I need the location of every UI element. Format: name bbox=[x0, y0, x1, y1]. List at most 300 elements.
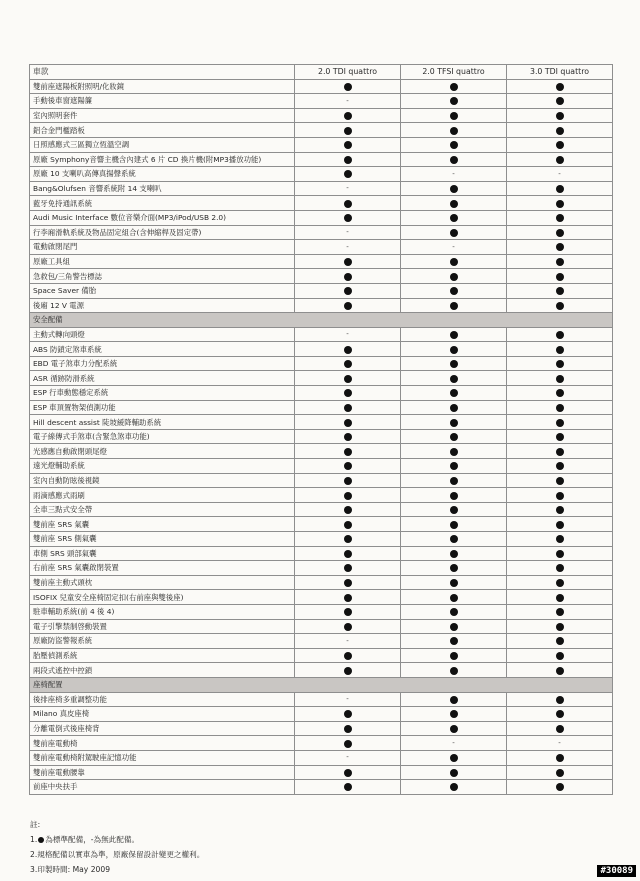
availability-cell bbox=[401, 765, 507, 780]
standard-dot-icon bbox=[556, 287, 564, 295]
standard-dot-icon bbox=[450, 521, 458, 529]
standard-dot-icon bbox=[556, 608, 564, 616]
feature-label: 電子線傳式手煞車(含緊急煞車功能) bbox=[30, 429, 295, 444]
standard-dot-icon bbox=[556, 652, 564, 660]
section-header-row bbox=[30, 677, 613, 692]
feature-label: 手動後車窗遮陽簾 bbox=[30, 94, 295, 109]
standard-dot-icon bbox=[344, 448, 352, 456]
standard-dot-icon bbox=[450, 229, 458, 237]
table-row bbox=[30, 181, 613, 196]
availability-cell bbox=[401, 254, 507, 269]
standard-dot-icon bbox=[556, 127, 564, 135]
standard-dot-icon bbox=[38, 837, 44, 843]
table-row bbox=[30, 108, 613, 123]
availability-cell bbox=[295, 692, 401, 707]
table-row bbox=[30, 532, 613, 547]
standard-dot-icon bbox=[556, 273, 564, 281]
availability-cell bbox=[401, 750, 507, 765]
availability-cell bbox=[401, 590, 507, 605]
standard-dot-icon bbox=[556, 185, 564, 193]
availability-cell bbox=[295, 123, 401, 138]
table-row bbox=[30, 269, 613, 284]
standard-dot-icon bbox=[450, 608, 458, 616]
standard-dot-icon bbox=[556, 564, 564, 572]
note-1 bbox=[30, 832, 204, 847]
availability-cell bbox=[401, 721, 507, 736]
table-row bbox=[30, 648, 613, 663]
standard-dot-icon bbox=[450, 112, 458, 120]
availability-cell bbox=[401, 298, 507, 313]
availability-cell bbox=[507, 210, 613, 225]
not-available-mark: - bbox=[346, 228, 349, 237]
table-row bbox=[30, 123, 613, 138]
standard-dot-icon bbox=[450, 710, 458, 718]
availability-cell bbox=[295, 152, 401, 167]
standard-dot-icon bbox=[556, 331, 564, 339]
feature-label: 行李廂滑軌系統及物品固定組合(含伸縮桿及固定帶) bbox=[30, 225, 295, 240]
standard-dot-icon bbox=[556, 579, 564, 587]
availability-cell bbox=[401, 371, 507, 386]
table-row bbox=[30, 765, 613, 780]
availability-cell bbox=[401, 663, 507, 678]
standard-dot-icon bbox=[344, 258, 352, 266]
spec-table bbox=[29, 64, 613, 795]
not-available-mark: - bbox=[346, 330, 349, 339]
feature-label: Hill descent assist 陡坡緩降輔助系統 bbox=[30, 415, 295, 430]
standard-dot-icon bbox=[450, 273, 458, 281]
standard-dot-icon bbox=[450, 652, 458, 660]
table-header-row bbox=[30, 65, 613, 80]
standard-dot-icon bbox=[450, 127, 458, 135]
feature-label: 雙前座主動式頭枕 bbox=[30, 575, 295, 590]
section-title: 座椅配置 bbox=[30, 677, 613, 692]
standard-dot-icon bbox=[344, 302, 352, 310]
availability-cell bbox=[401, 444, 507, 459]
table-row bbox=[30, 167, 613, 182]
availability-cell bbox=[295, 225, 401, 240]
standard-dot-icon bbox=[450, 477, 458, 485]
table-row bbox=[30, 196, 613, 211]
table-row bbox=[30, 283, 613, 298]
standard-dot-icon bbox=[556, 667, 564, 675]
availability-cell bbox=[507, 619, 613, 634]
standard-dot-icon bbox=[450, 506, 458, 514]
availability-cell bbox=[295, 196, 401, 211]
standard-dot-icon bbox=[556, 97, 564, 105]
table-row bbox=[30, 429, 613, 444]
not-available-mark: - bbox=[452, 738, 455, 747]
standard-dot-icon bbox=[556, 492, 564, 500]
table-row bbox=[30, 415, 613, 430]
availability-cell bbox=[295, 210, 401, 225]
standard-dot-icon bbox=[450, 419, 458, 427]
availability-cell bbox=[401, 240, 507, 255]
availability-cell bbox=[295, 400, 401, 415]
standard-dot-icon bbox=[450, 462, 458, 470]
availability-cell bbox=[401, 648, 507, 663]
standard-dot-icon bbox=[450, 579, 458, 587]
standard-dot-icon bbox=[450, 492, 458, 500]
feature-label: 主動式轉向頭燈 bbox=[30, 327, 295, 342]
availability-cell bbox=[507, 634, 613, 649]
table-row bbox=[30, 590, 613, 605]
availability-cell bbox=[507, 152, 613, 167]
standard-dot-icon bbox=[556, 229, 564, 237]
standard-dot-icon bbox=[450, 623, 458, 631]
feature-label: 鋁合金門檻踏板 bbox=[30, 123, 295, 138]
standard-dot-icon bbox=[344, 462, 352, 470]
standard-dot-icon bbox=[450, 667, 458, 675]
standard-dot-icon bbox=[556, 462, 564, 470]
standard-dot-icon bbox=[556, 433, 564, 441]
standard-dot-icon bbox=[556, 200, 564, 208]
standard-dot-icon bbox=[450, 214, 458, 222]
availability-cell bbox=[401, 532, 507, 547]
standard-dot-icon bbox=[450, 185, 458, 193]
standard-dot-icon bbox=[556, 156, 564, 164]
standard-dot-icon bbox=[556, 769, 564, 777]
feature-label: 室內自動防眩後視鏡 bbox=[30, 473, 295, 488]
feature-label: ISOFIX 兒童安全座椅固定扣(右前座與雙後座) bbox=[30, 590, 295, 605]
availability-cell bbox=[295, 327, 401, 342]
standard-dot-icon bbox=[450, 754, 458, 762]
standard-dot-icon bbox=[344, 346, 352, 354]
note-2: 2.規格配備以實車為準，原廠保留設計變更之權利。 bbox=[30, 850, 205, 859]
table-row bbox=[30, 137, 613, 152]
standard-dot-icon bbox=[450, 346, 458, 354]
standard-dot-icon bbox=[450, 302, 458, 310]
note-1-text: 為標準配備，-為無此配備。 bbox=[45, 835, 140, 844]
standard-dot-icon bbox=[344, 623, 352, 631]
feature-label: Space Saver 備胎 bbox=[30, 283, 295, 298]
standard-dot-icon bbox=[450, 156, 458, 164]
table-row bbox=[30, 225, 613, 240]
availability-cell bbox=[401, 386, 507, 401]
table-row bbox=[30, 298, 613, 313]
availability-cell bbox=[401, 79, 507, 94]
table-row bbox=[30, 473, 613, 488]
table-row bbox=[30, 502, 613, 517]
not-available-mark: - bbox=[452, 242, 455, 251]
table-row bbox=[30, 634, 613, 649]
standard-dot-icon bbox=[344, 156, 352, 164]
availability-cell bbox=[507, 750, 613, 765]
standard-dot-icon bbox=[556, 550, 564, 558]
standard-dot-icon bbox=[344, 433, 352, 441]
standard-dot-icon bbox=[344, 506, 352, 514]
availability-cell bbox=[507, 780, 613, 795]
availability-cell bbox=[507, 692, 613, 707]
image-id-stamp: #30089 bbox=[597, 865, 636, 877]
availability-cell bbox=[507, 488, 613, 503]
standard-dot-icon bbox=[556, 696, 564, 704]
table-row bbox=[30, 736, 613, 751]
availability-cell bbox=[295, 444, 401, 459]
standard-dot-icon bbox=[450, 725, 458, 733]
availability-cell bbox=[507, 254, 613, 269]
availability-cell bbox=[295, 415, 401, 430]
feature-label: 前座中央扶手 bbox=[30, 780, 295, 795]
feature-label: 急救包/三角警告標誌 bbox=[30, 269, 295, 284]
header-label: 車款 bbox=[30, 65, 295, 80]
not-available-mark: - bbox=[558, 738, 561, 747]
standard-dot-icon bbox=[556, 389, 564, 397]
footnotes bbox=[30, 817, 204, 877]
availability-cell bbox=[401, 619, 507, 634]
availability-cell bbox=[507, 429, 613, 444]
availability-cell bbox=[295, 269, 401, 284]
availability-cell bbox=[295, 532, 401, 547]
table-row bbox=[30, 444, 613, 459]
feature-label: 後廂 12 V 電源 bbox=[30, 298, 295, 313]
standard-dot-icon bbox=[344, 200, 352, 208]
standard-dot-icon bbox=[556, 477, 564, 485]
availability-cell bbox=[401, 196, 507, 211]
availability-cell bbox=[401, 152, 507, 167]
availability-cell bbox=[295, 254, 401, 269]
table-row bbox=[30, 240, 613, 255]
standard-dot-icon bbox=[556, 754, 564, 762]
feature-label: ESP 行車動態穩定系統 bbox=[30, 386, 295, 401]
availability-cell bbox=[401, 283, 507, 298]
availability-cell bbox=[401, 561, 507, 576]
standard-dot-icon bbox=[556, 83, 564, 91]
feature-label: 雙前座 SRS 側氣囊 bbox=[30, 532, 295, 547]
availability-cell bbox=[401, 575, 507, 590]
feature-label: 雙前座電動椅附駕駛座記憶功能 bbox=[30, 750, 295, 765]
availability-cell bbox=[295, 488, 401, 503]
availability-cell bbox=[295, 634, 401, 649]
standard-dot-icon bbox=[450, 433, 458, 441]
not-available-mark: - bbox=[346, 636, 349, 645]
availability-cell bbox=[401, 225, 507, 240]
feature-label: 原廠防盜警報系統 bbox=[30, 634, 295, 649]
availability-cell bbox=[507, 167, 613, 182]
note-3: 3.印製時間: May 2009 bbox=[30, 865, 111, 874]
standard-dot-icon bbox=[556, 637, 564, 645]
standard-dot-icon bbox=[556, 112, 564, 120]
feature-label: Audi Music Interface 數位音樂介面(MP3/iPod/USB 2.0) bbox=[30, 210, 295, 225]
availability-cell bbox=[507, 181, 613, 196]
standard-dot-icon bbox=[556, 710, 564, 718]
standard-dot-icon bbox=[450, 550, 458, 558]
standard-dot-icon bbox=[450, 637, 458, 645]
availability-cell bbox=[507, 721, 613, 736]
availability-cell bbox=[295, 721, 401, 736]
availability-cell bbox=[401, 210, 507, 225]
table-row bbox=[30, 663, 613, 678]
standard-dot-icon bbox=[450, 696, 458, 704]
standard-dot-icon bbox=[450, 360, 458, 368]
table-row bbox=[30, 707, 613, 722]
availability-cell bbox=[295, 736, 401, 751]
section-title: 安全配備 bbox=[30, 313, 613, 328]
standard-dot-icon bbox=[556, 243, 564, 251]
standard-dot-icon bbox=[344, 83, 352, 91]
availability-cell bbox=[507, 532, 613, 547]
availability-cell bbox=[401, 181, 507, 196]
column-header-3-0-tdi: 3.0 TDI quattro bbox=[507, 65, 613, 80]
standard-dot-icon bbox=[556, 141, 564, 149]
availability-cell bbox=[295, 473, 401, 488]
feature-label: 全車三點式安全帶 bbox=[30, 502, 295, 517]
standard-dot-icon bbox=[450, 389, 458, 397]
availability-cell bbox=[295, 502, 401, 517]
availability-cell bbox=[295, 750, 401, 765]
column-header-2-0-tdi: 2.0 TDI quattro bbox=[295, 65, 401, 80]
standard-dot-icon bbox=[344, 608, 352, 616]
note-1-number: 1. bbox=[30, 835, 38, 844]
standard-dot-icon bbox=[344, 404, 352, 412]
table-row bbox=[30, 488, 613, 503]
not-available-mark: - bbox=[346, 753, 349, 762]
standard-dot-icon bbox=[344, 769, 352, 777]
standard-dot-icon bbox=[556, 594, 564, 602]
availability-cell bbox=[507, 546, 613, 561]
feature-label: 兩段式遙控中控鎖 bbox=[30, 663, 295, 678]
standard-dot-icon bbox=[450, 258, 458, 266]
availability-cell bbox=[507, 473, 613, 488]
availability-cell bbox=[401, 707, 507, 722]
availability-cell bbox=[507, 327, 613, 342]
availability-cell bbox=[507, 444, 613, 459]
availability-cell bbox=[401, 167, 507, 182]
availability-cell bbox=[295, 663, 401, 678]
table-row bbox=[30, 692, 613, 707]
availability-cell bbox=[401, 780, 507, 795]
table-row bbox=[30, 604, 613, 619]
table-row bbox=[30, 546, 613, 561]
availability-cell bbox=[507, 79, 613, 94]
availability-cell bbox=[401, 488, 507, 503]
availability-cell bbox=[295, 181, 401, 196]
availability-cell bbox=[401, 634, 507, 649]
standard-dot-icon bbox=[344, 375, 352, 383]
feature-label: 分離電倒式後座椅背 bbox=[30, 721, 295, 736]
availability-cell bbox=[401, 342, 507, 357]
availability-cell bbox=[295, 429, 401, 444]
feature-label: 駐車輔助系統(前 4 後 4) bbox=[30, 604, 295, 619]
standard-dot-icon bbox=[344, 419, 352, 427]
availability-cell bbox=[295, 342, 401, 357]
feature-label: 雙前座電動腰靠 bbox=[30, 765, 295, 780]
availability-cell bbox=[295, 765, 401, 780]
standard-dot-icon bbox=[344, 652, 352, 660]
standard-dot-icon bbox=[344, 564, 352, 572]
availability-cell bbox=[507, 386, 613, 401]
availability-cell bbox=[295, 108, 401, 123]
feature-label: 日照感應式三區獨立恆溫空調 bbox=[30, 137, 295, 152]
availability-cell bbox=[295, 371, 401, 386]
standard-dot-icon bbox=[556, 360, 564, 368]
standard-dot-icon bbox=[344, 389, 352, 397]
feature-label: 遠光燈輔助系統 bbox=[30, 459, 295, 474]
availability-cell bbox=[295, 137, 401, 152]
feature-label: 光感應自動啟閉頭尾燈 bbox=[30, 444, 295, 459]
standard-dot-icon bbox=[556, 725, 564, 733]
availability-cell bbox=[507, 371, 613, 386]
availability-cell bbox=[295, 590, 401, 605]
availability-cell bbox=[295, 240, 401, 255]
availability-cell bbox=[507, 94, 613, 109]
feature-label: 室內照明套件 bbox=[30, 108, 295, 123]
availability-cell bbox=[507, 736, 613, 751]
availability-cell bbox=[401, 604, 507, 619]
standard-dot-icon bbox=[556, 535, 564, 543]
table-row bbox=[30, 561, 613, 576]
column-header-2-0-tfsi: 2.0 TFSI quattro bbox=[401, 65, 507, 80]
standard-dot-icon bbox=[450, 404, 458, 412]
table-row bbox=[30, 356, 613, 371]
standard-dot-icon bbox=[556, 258, 564, 266]
availability-cell bbox=[295, 459, 401, 474]
standard-dot-icon bbox=[556, 214, 564, 222]
standard-dot-icon bbox=[344, 535, 352, 543]
feature-label: 原廠工具組 bbox=[30, 254, 295, 269]
availability-cell bbox=[295, 94, 401, 109]
availability-cell bbox=[401, 502, 507, 517]
availability-cell bbox=[507, 517, 613, 532]
availability-cell bbox=[295, 167, 401, 182]
feature-label: 胎壓偵測系統 bbox=[30, 648, 295, 663]
not-available-mark: - bbox=[558, 169, 561, 178]
table-row bbox=[30, 94, 613, 109]
availability-cell bbox=[401, 400, 507, 415]
standard-dot-icon bbox=[450, 783, 458, 791]
standard-dot-icon bbox=[344, 783, 352, 791]
availability-cell bbox=[401, 137, 507, 152]
availability-cell bbox=[507, 269, 613, 284]
availability-cell bbox=[295, 575, 401, 590]
standard-dot-icon bbox=[556, 404, 564, 412]
standard-dot-icon bbox=[556, 623, 564, 631]
feature-label: ASR 循跡防滑系統 bbox=[30, 371, 295, 386]
availability-cell bbox=[507, 707, 613, 722]
availability-cell bbox=[401, 473, 507, 488]
availability-cell bbox=[295, 780, 401, 795]
standard-dot-icon bbox=[450, 200, 458, 208]
table-row bbox=[30, 79, 613, 94]
feature-label: 雙前座遮陽板附照明/化妝鏡 bbox=[30, 79, 295, 94]
standard-dot-icon bbox=[344, 550, 352, 558]
availability-cell bbox=[507, 356, 613, 371]
standard-dot-icon bbox=[344, 579, 352, 587]
standard-dot-icon bbox=[344, 214, 352, 222]
table-row bbox=[30, 254, 613, 269]
standard-dot-icon bbox=[344, 127, 352, 135]
not-available-mark: - bbox=[346, 184, 349, 193]
standard-dot-icon bbox=[450, 564, 458, 572]
availability-cell bbox=[507, 765, 613, 780]
not-available-mark: - bbox=[346, 242, 349, 251]
availability-cell bbox=[507, 648, 613, 663]
availability-cell bbox=[295, 298, 401, 313]
availability-cell bbox=[401, 429, 507, 444]
availability-cell bbox=[295, 546, 401, 561]
standard-dot-icon bbox=[556, 448, 564, 456]
availability-cell bbox=[507, 561, 613, 576]
not-available-mark: - bbox=[452, 169, 455, 178]
availability-cell bbox=[401, 123, 507, 138]
standard-dot-icon bbox=[344, 521, 352, 529]
availability-cell bbox=[507, 108, 613, 123]
table-row bbox=[30, 152, 613, 167]
availability-cell bbox=[401, 356, 507, 371]
standard-dot-icon bbox=[344, 141, 352, 149]
availability-cell bbox=[507, 283, 613, 298]
feature-label: Milano 真皮座椅 bbox=[30, 707, 295, 722]
standard-dot-icon bbox=[450, 594, 458, 602]
